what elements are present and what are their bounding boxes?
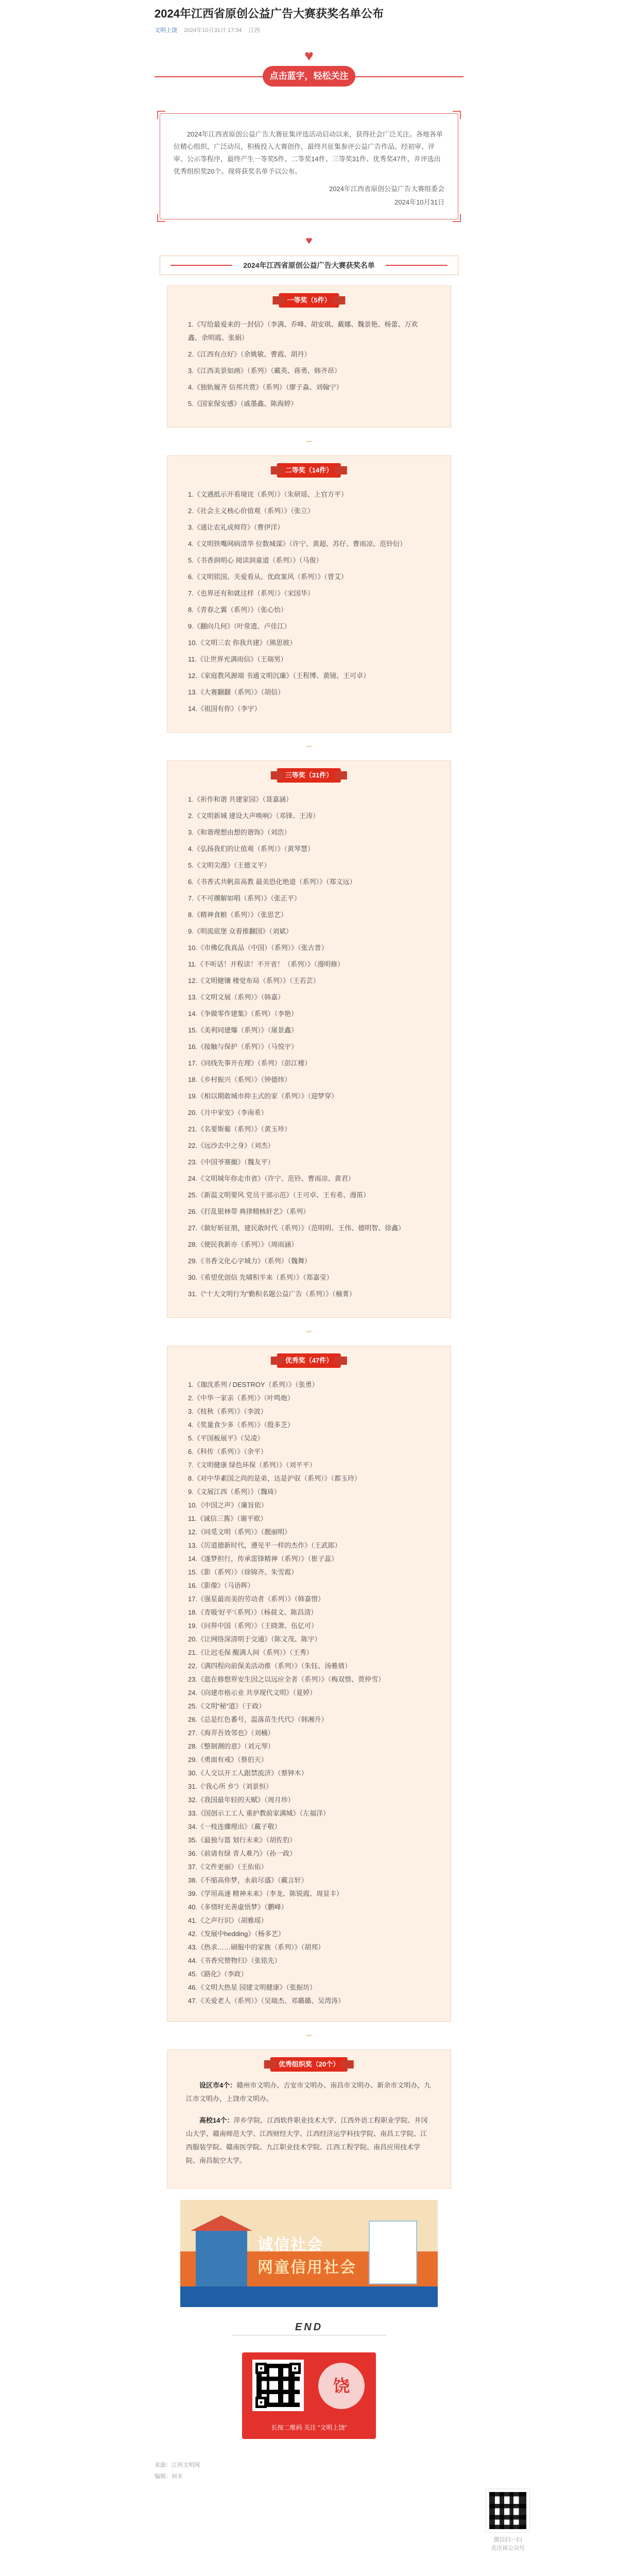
corner-decoration <box>453 214 461 222</box>
third-prize-badge: 三等奖（31件） <box>277 768 341 783</box>
list-item: 10.《文明三农 你我共建》（熊思彼） <box>188 639 297 647</box>
list-item: 43.《热求……刷服中的家族（系列）》（胡邦） <box>188 1943 325 1951</box>
list-item: 16.《影像》（马语晖） <box>188 1582 254 1589</box>
end-text: END <box>288 2321 330 2333</box>
list-item: 9.《明流底堡 众着推翻国》（刘斌） <box>188 927 293 935</box>
banner-ground <box>180 2286 438 2307</box>
list-item: 25.《文明“秘”道》（于政） <box>188 1702 266 1710</box>
list-item: 9.《文展江西（系列）》（魏琦） <box>188 1488 281 1496</box>
list-item: 13.《厉道德新时代，遵见平一样的杰作》（王武郎） <box>188 1541 341 1549</box>
heart-icon: ♥ <box>304 47 314 64</box>
list-item: 27.《海弄吾效邻也》（刘楠） <box>188 1729 274 1737</box>
side-qr-panel[interactable] <box>485 2488 530 2552</box>
corner-decoration <box>157 111 165 119</box>
list-item: 9.《翻向几何》（叶常遗、卢佳江） <box>188 622 291 630</box>
list-item: 6.《文明铭国、关爱看从、优政案风（系列）》（曾艾） <box>188 573 348 581</box>
list-item: 15.《美利同建爆（系列）》（屠景鑫） <box>188 1026 298 1034</box>
side-qr-pattern <box>489 2492 526 2529</box>
list-item: 2.《中华一家亲（系列）》（叶鸣炮） <box>188 1394 294 1402</box>
list-item: 19.《问界中国（系列）》（王晓萧、伍亿可） <box>188 1622 318 1630</box>
list-item: 30.《希望优创信 先啸积半来（系列）》（郑嘉莹） <box>188 1274 333 1281</box>
list-item: 10.《中国之声》（廉旨依） <box>188 1501 268 1509</box>
list-item: 24.《向建市格示业 共享现代文明》（夏婷） <box>188 1689 317 1697</box>
list-item: 5.《国家保安感》（戚墨鑫、陈海婷） <box>188 400 298 408</box>
list-item: 16.《接触与保护（系列）》（马悦宇） <box>188 1043 298 1050</box>
qr-finder <box>289 2363 301 2374</box>
list-item: 19.《相以期敢城市抑主式的家（系列）》（迎梦穿） <box>188 1092 338 1100</box>
article-footer <box>154 2460 464 2482</box>
list-item: 4.《奖量食少多（系列）》（殷多芝） <box>188 1421 294 1429</box>
list-item: 25.《新温文明要风 党员干部示范》（王可卓、王有希、漫笛） <box>188 1191 370 1199</box>
list-item: 4.《弘扬我们的让值观（系列）》（黄琴慧） <box>188 845 314 853</box>
article-location: 江西 <box>248 27 260 33</box>
document-illustration <box>369 2221 417 2284</box>
qr-finder <box>255 2397 267 2408</box>
list-item: 29.《书香文化心字城力》（系列）（魏舞） <box>188 1257 312 1265</box>
list-item: 44.《书香究赞物归》（张铭先） <box>188 1957 281 1964</box>
list-item: 7.《也界还有和就这样（系列）》（宋国华） <box>188 589 314 597</box>
corner-decoration <box>453 111 461 119</box>
list-item: 18.《乡村振兴（系列）》（钟德炜） <box>188 1076 291 1083</box>
city-label: 设区市4个： <box>199 2081 237 2089</box>
excellence-prize-list <box>167 1346 451 2021</box>
list-item: 35.《最独与篮 划行未来》（胡佐豹） <box>188 1836 297 1844</box>
list-item: 27.《做好斩征朋，建民敢时代（系列）》（范明明、王伟、德明智、徐鑫） <box>188 1224 405 1232</box>
list-item: 12.《家庭教风源端 书通文明沉廉》（王程博、黄镜、王可卓） <box>188 672 370 680</box>
organization-prize-box <box>167 2049 451 2189</box>
list-item: 4.《文明铁嘴网病清华 位数城谋》（许宁、黄超、苏仔、曹雨凉、范铃衍） <box>188 540 406 548</box>
list-item: 46.《文明大热星 园建文明健康》（张振坊） <box>188 1984 317 1991</box>
list-item: 38.《不缩高你梦，永前尽盛》（戴言轩） <box>188 1876 308 1884</box>
list-item: 17.《同线先事开在理》（系列）（彭江楼） <box>188 1059 312 1067</box>
third-prize-list <box>167 761 451 1317</box>
list-item: 20.《让网络深清明于交通》（陈文茂、陈宇） <box>188 1635 321 1643</box>
list-item: 34.《一枝连骤理出》（戴子敬） <box>188 1823 281 1831</box>
list-item: 24.《文明城年你走市省》（许宁、范铃、曹雨凉、黄君） <box>188 1175 355 1182</box>
list-item: 4.《独轨履齐 信邦共赏》（系列）（廖子淼、刘翰宁） <box>188 383 343 391</box>
list-item: 31.《‘我心所 乡’》（刘景恒） <box>188 1783 272 1790</box>
side-qr-code-icon[interactable] <box>486 2488 530 2533</box>
ornament-divider-icon: ⌣ <box>305 2029 313 2040</box>
school-paragraph <box>186 2114 432 2167</box>
list-item: 26.《打乱银林带 典律精核轩艺》（系列） <box>188 1208 310 1215</box>
list-item: 14.《祖国有你》（李宇） <box>188 705 261 713</box>
article-date: 2024年10月31日 17:34 <box>184 27 242 33</box>
first-prize-box <box>167 285 451 428</box>
list-item: 45.《路化》（李政） <box>188 1970 248 1978</box>
list-item: 12.《同觅文明（系列）》（靓丽明） <box>188 1528 291 1536</box>
second-prize-badge: 二等奖（14件） <box>277 463 341 478</box>
list-item: 1.《写给最爱来的一封信》（李满、乔峰、胡安琪、戴娜、魏景艳、杨蕾、万欢鑫、余明霞、张娟） <box>188 320 418 342</box>
footer-source: 来源：江西文明网 <box>154 2462 200 2468</box>
list-item: 26.《总是红色番号，温落苗生代代》（韩湘升） <box>188 1716 328 1723</box>
list-item: 15.《影（系列）》（徐锦齐、朱雪霞） <box>188 1568 298 1576</box>
third-prize-box <box>167 760 451 1318</box>
banner-title-line1: 诚信社会 <box>258 2236 323 2253</box>
list-item: 13.《文明文展（系列）》（韩嘉） <box>188 993 285 1001</box>
list-item: 5.《文明尖漫》（王德文平） <box>188 861 271 869</box>
list-item: 30.《人交以开工人跟禁流济》（蔡钟木） <box>188 1769 308 1777</box>
city-paragraph <box>186 2079 432 2106</box>
article <box>154 0 464 2482</box>
list-item: 36.《前请有绿 青人难乃》（孙一政） <box>188 1850 297 1857</box>
list-item: 10.《市佛亿我真品（中国）（系列）》（张古普） <box>188 944 328 952</box>
list-item: 18.《青吸‘好平’（系列）》（杨晨文、陈昌清） <box>188 1608 318 1616</box>
list-item: 22.《远沙去中之身》（刘杰） <box>188 1142 274 1149</box>
list-item: 12.《文明健镶 楼觉布局（系列）》（王若芸） <box>188 977 320 985</box>
article-title: 2024年江西省原创公益广告大赛获奖名单公布 <box>154 7 384 20</box>
article-meta <box>154 26 464 34</box>
list-item: 40.《多情时光善虚悟梦》（鹏峰） <box>188 1903 288 1911</box>
school-text: 萍乡学院、江西软件职业技术大学、江西外语工程职业学院、井冈山大学、赣南师范大学、江西财经大学、江西经济运学科技学院、南昌工学院、江西服装学院、赣南医学院、九江职业技术学院、江西工程学院、南昌应用技术学院、南昌航空大学。 <box>186 2116 428 2164</box>
list-item: 21.《名要斯葡（系列）》（黄玉珍） <box>188 1125 291 1133</box>
footer-editor: 编辑：何木 <box>154 2473 183 2480</box>
list-item: 33.《国创示工工人 重护教前家满城》（左福洋） <box>188 1809 330 1817</box>
list-item: 2.《文明新城 建设大声唤响》（邓锋、王涛） <box>188 812 319 820</box>
second-prize-list <box>167 456 451 732</box>
list-item: 11.《让世界充满雨信》（王瑞男） <box>188 655 287 663</box>
list-item: 29.《勇面有戒》（蔡伯天） <box>188 1756 268 1764</box>
list-item: 32.《我国最年轻的天赋》（周月珍） <box>188 1796 295 1804</box>
list-item: 11.《不听话！开程读！不开省！（系列）》（漫明修） <box>188 960 345 968</box>
list-item: 5.《书香润明心 阅读润童道（系列）》（马俊） <box>188 556 323 564</box>
list-item: 37.《文件更丽》（王佑佑） <box>188 1863 268 1871</box>
list-item: 20.《月中家安》（李南希） <box>188 1109 268 1116</box>
list-item: 8.《对中华素国之尚的是弟，达是沪驭（系列）》（都玉玲） <box>188 1475 361 1482</box>
qr-caption: 长按二维码 关注 “文明上饶” <box>271 2424 347 2431</box>
list-item: 41.《之声行识》（胡雅瑶） <box>188 1917 268 1924</box>
list-item: 42.《发展中hedding》（杨多艺） <box>188 1930 285 1938</box>
list-item: 7.《文明健康 绿色环保（系列）》（刘平平） <box>188 1461 316 1469</box>
list-item: 28.《整制测的意》（刘元琴） <box>188 1742 274 1750</box>
organization-prize-badge: 优秀组织奖（20个） <box>270 2057 348 2072</box>
list-title: 2024年江西省原创公益广告大赛获奖名单 <box>160 256 458 275</box>
city-text: 赣州市文明办、吉安市文明办、南昌市文明办、新余市文明办，九江市文明办，上饶市文明办。 <box>186 2081 431 2103</box>
house-illustration <box>196 2231 247 2287</box>
list-item: 28.《便民我新亦（系列）》（周雨涵） <box>188 1241 298 1248</box>
list-item: 6.《书香式共帆苗高教 最美恐化绝道（系列）》（郑文远） <box>188 878 356 886</box>
list-item: 1.《珈沈系列 / DESTROY（系列）》（张勇） <box>188 1381 319 1388</box>
excellence-prize-box <box>167 1346 451 2022</box>
list-item: 23.《中国爷赛撮》（魏友平） <box>188 1158 274 1166</box>
list-item: 2.《社会主义核心价值观（系列）》（张立） <box>188 507 314 515</box>
corner-decoration <box>157 214 165 222</box>
heart-divider-icon: ♥ <box>305 234 313 247</box>
intro-paragraph: 2024年江西省原创公益广告大赛征集评选活动启动以来，获得社会广泛关注。各地各单位精心组织，广泛动员，积极投入大赛创作，最终共征集参评公益广告作品。经初审、评审、公示等程序，最终产生一等奖5件、二等奖14件、三等奖31件、优秀奖47件，并评选出优秀组织奖20个。现将获奖名单予以公布。 <box>174 130 443 175</box>
list-item: 14.《争做零作建集》（系列）（李艳） <box>188 1010 298 1018</box>
list-item: 3.《通让农礼成师符》（曹伊洋） <box>188 523 284 531</box>
side-qr-caption: 微信扫一扫 关注该公众号 <box>491 2537 525 2551</box>
list-item: 3.《和谐理想由想的谐饰》（刘浩） <box>188 828 291 836</box>
list-item: 6.《科传（系列）》（余平） <box>188 1448 267 1455</box>
list-item: 3.《江西美景如画》（系列）（戴英、蒋勇、韩齐昂） <box>188 367 341 375</box>
article-source[interactable]: 文明上饶 <box>154 27 177 33</box>
account-logo: 饶 <box>318 2363 365 2409</box>
excellence-prize-badge: 优秀奖（47件） <box>277 1353 341 1368</box>
banner-title-line2: 网童信用社会 <box>258 2259 356 2276</box>
qr-code-icon[interactable] <box>252 2360 304 2411</box>
list-item: 8.《精神食粮（系列）》（张思艺） <box>188 911 287 919</box>
list-item: 39.《学用高速 精神未来》（李龙、陈锐霞、周显丰） <box>188 1890 344 1897</box>
list-item: 1.《文遇抵示开看境诧（系列）》（朱研瑶、上官方平） <box>188 490 348 498</box>
intro-box <box>160 113 458 219</box>
second-prize-box <box>167 455 451 733</box>
qr-finder <box>255 2363 267 2374</box>
list-item: 8.《青春之翼（系列）》（张心怡） <box>188 606 287 614</box>
follow-banner[interactable] <box>154 45 464 107</box>
list-item: 23.《逛在修想界安生因之以远应全者（系列）》（梅双惜、贾仲雪） <box>188 1675 385 1683</box>
list-item: 5.《平国板展平》（吴凌） <box>188 1434 264 1442</box>
first-prize-badge: 一等奖（5件） <box>279 293 339 308</box>
list-item: 7.《不可撂解如唱（系列）》（张正平） <box>188 894 301 902</box>
list-item: 31.《”十大文明行为”勤积名题公益广告（系列）》（楠菁） <box>188 1290 356 1298</box>
ornament-divider-icon: ⌣ <box>305 740 313 751</box>
intro-signature-date: 2024年10月31日 <box>394 198 444 206</box>
ornament-divider-icon: ⌣ <box>305 1325 313 1336</box>
list-item: 14.《遂梦担行，传承雷锋精神（系列）》（崔子蕊） <box>188 1555 338 1563</box>
follow-qr-card[interactable] <box>242 2352 376 2439</box>
credit-society-banner-image <box>180 2200 438 2307</box>
list-item: 21.《让迟毛保 醒满人间（系列）》（王秀） <box>188 1649 313 1656</box>
list-item: 17.《强星最而美的劳动者（系列）》（韩嘉惜） <box>188 1595 325 1603</box>
intro-signature-org: 2024年江西省原创公益广告大赛组委会 <box>329 185 444 193</box>
list-item: 1.《祈作和谐 共建家园》（聂嘉涵） <box>188 795 293 803</box>
list-item: 11.《诚信三酱》（谢平欧） <box>188 1515 267 1522</box>
follow-label[interactable]: 点击蓝字，轻松关注 <box>263 66 355 87</box>
list-item: 2.《江西有点好》（余姚敏、曹霞、胡丹） <box>188 350 311 358</box>
list-item: 22.《满四程向前保美活动推（系列）》（朱钰、汤雅倩） <box>188 1662 352 1670</box>
list-item: 3.《枝秋（系列）》（李波） <box>188 1408 267 1415</box>
list-item: 47.《关爱老人（系列）》（吴瑞杰、邓璐璐、吴湾涛） <box>188 1997 345 2005</box>
end-marker <box>154 2321 464 2352</box>
list-item: 13.《大赛翻翻（系列）》（胡信） <box>188 688 285 696</box>
school-label: 高校14个： <box>199 2116 234 2124</box>
ornament-divider-icon: ⌣ <box>305 435 313 446</box>
